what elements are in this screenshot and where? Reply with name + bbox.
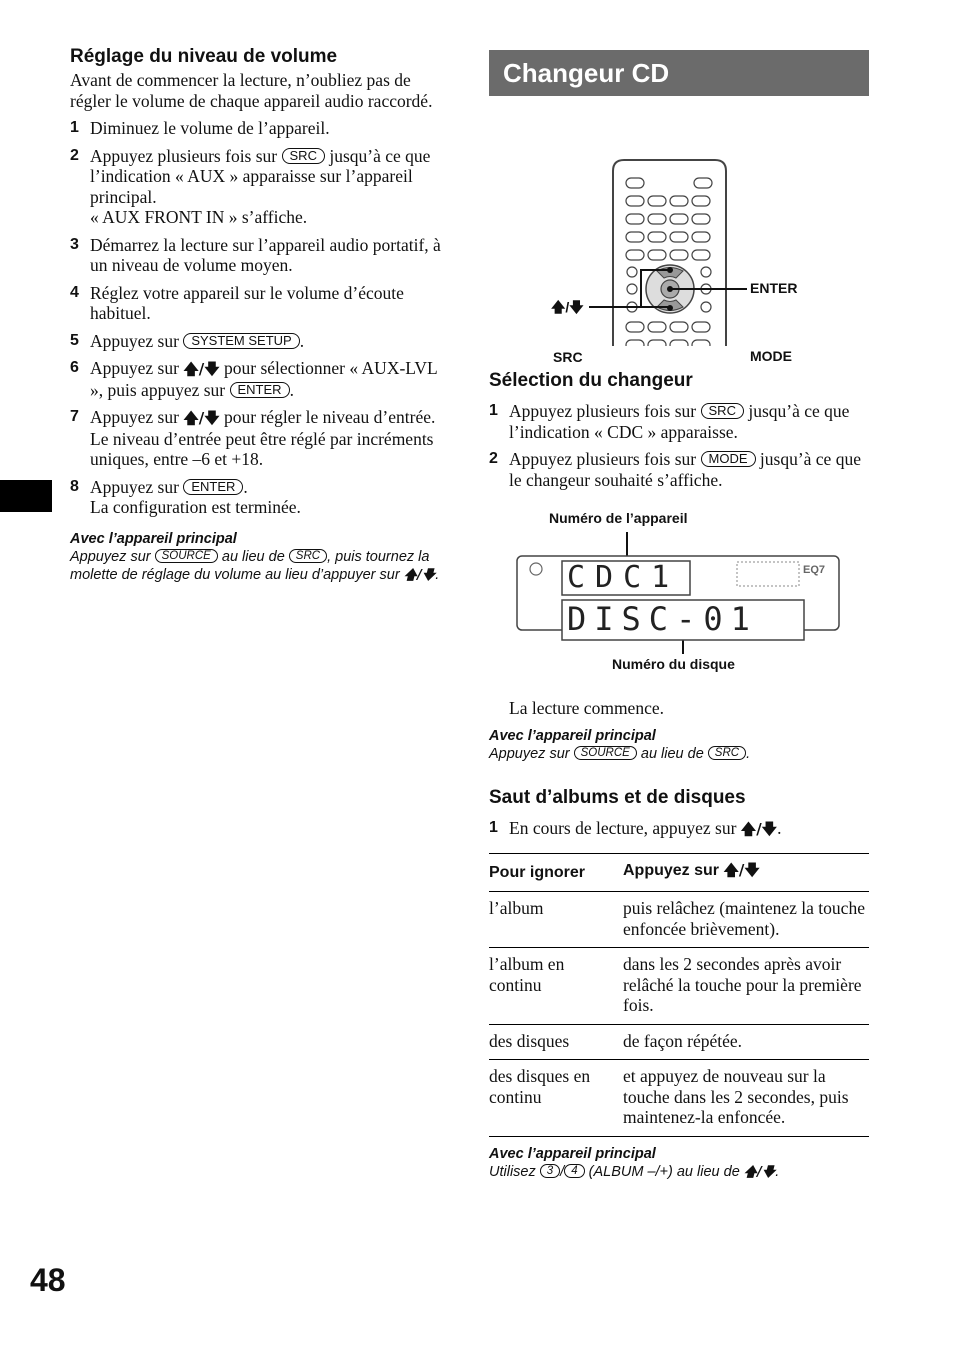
page-number: 48 (30, 1262, 66, 1298)
up-down-arrows-icon: 🡅/🡇 (743, 1164, 776, 1180)
unit-number-label: Numéro de l’appareil (549, 510, 688, 526)
remote-enter-label: ENTER (750, 280, 798, 296)
main-unit-note-2: Avec l’appareil principal Appuyez sur SOURCE au lieu de SRC . (489, 727, 751, 762)
display-figure (489, 504, 869, 698)
table-header-row (489, 854, 869, 892)
skip-table (489, 853, 869, 1137)
play-starts-text: La lecture commence. (509, 698, 664, 718)
up-down-arrows-icon: 🡅/🡇 (183, 360, 220, 378)
volume-intro: Avant de commencer la lecture, n’oubliez pas de régler le volume de chaque appareil audio raccordé. (70, 70, 433, 111)
up-down-arrows-icon: 🡅/🡇 (183, 409, 220, 427)
enter-key: ENTER (183, 479, 243, 495)
sel-step-1: 1 Appuyez plusieurs fois sur SRC jusqu’à ce que l’indication « CDC » apparaisse. (489, 401, 850, 442)
display-top-text: CDC1 (567, 560, 680, 595)
step-1: 1 Diminuez le volume de l’appareil. (70, 118, 330, 138)
table-header-press: Appuyez sur 🡅/🡇 (623, 854, 869, 892)
table-row: des disques de façon répétée. (489, 1024, 869, 1060)
step-5: 5 Appuyez sur SYSTEM SETUP . (70, 330, 305, 351)
step-4: 4 Réglez votre appareil sur le volume d’écoute habituel. (70, 282, 404, 323)
src-key: SRC (282, 148, 325, 164)
right-column (489, 50, 869, 1182)
skip-steps (489, 818, 869, 840)
remote-mode-label: MODE (750, 348, 792, 364)
album-plus-key: 4 (564, 1164, 584, 1178)
step-7: 7 Appuyez sur 🡅/🡇 pour régler le niveau d’entrée. Le niveau d’entrée peut être réglé par incréments uniques, entre –6 et +18. (70, 407, 436, 469)
remote-arrows-label: 🡅/🡇 (551, 299, 584, 315)
system-setup-key: SYSTEM SETUP (183, 333, 299, 349)
source-key: SOURCE (155, 549, 218, 563)
step-6: 6 Appuyez sur 🡅/🡇 pour sélectionner « AUX-LVL », puis appuyez sur ENTER . (70, 358, 438, 400)
mode-key: MODE (701, 451, 756, 467)
table-row: des disques en continu et appuyez de nouveau sur la touche dans les 2 secondes, puis maintenez-la enfoncée. (489, 1060, 869, 1137)
step-3: 3 Démarrez la lecture sur l’appareil audio portatif, à un niveau de volume moyen. (70, 234, 441, 275)
skip-step-1: 1 En cours de lecture, appuyez sur 🡅/🡇. (489, 817, 782, 838)
section-tab (0, 480, 52, 512)
volume-heading: Réglage du niveau de volume (70, 46, 338, 67)
volume-steps (70, 118, 450, 518)
table-header-skip: Pour ignorer (489, 854, 623, 892)
up-down-arrows-icon: 🡅/🡇 (740, 819, 778, 838)
disc-number-label: Numéro du disque (612, 656, 735, 672)
up-down-arrows-icon: 🡅/🡇 (403, 567, 436, 583)
step-2: 2 Appuyez plusieurs fois sur SRC jusqu’à ce que l’indication « AUX » apparaisse sur l’appareil principal. « AUX FRONT IN » s’affiche. (70, 145, 431, 227)
up-down-arrows-icon: 🡅/🡇 (723, 861, 760, 879)
main-unit-note-3: Avec l’appareil principal Utilisez 3 / 4 (ALBUM –/+) au lieu de 🡅/🡇. (489, 1145, 780, 1180)
album-minus-key: 3 (540, 1164, 560, 1178)
section-banner: Changeur CD (489, 50, 869, 96)
enter-key: ENTER (230, 382, 290, 398)
src-key: SRC (708, 746, 746, 760)
remote-src-label: SRC (553, 349, 583, 365)
changer-selection-heading: Sélection du changeur (489, 370, 693, 391)
sel-step-2: 2 Appuyez plusieurs fois sur MODE jusqu’à ce que le changeur souhaité s’affiche. (489, 449, 861, 490)
src-key: SRC (701, 403, 744, 419)
source-key: SOURCE (574, 746, 637, 760)
table-row: l’album puis relâchez (maintenez la touche enfoncée brièvement). (489, 892, 869, 948)
left-column (70, 44, 450, 585)
remote-illustration (489, 96, 869, 346)
src-key: SRC (289, 549, 327, 563)
step-8: 8 Appuyez sur ENTER . La configuration est terminée. (70, 476, 301, 517)
remote-figure (489, 96, 869, 365)
table-row: l’album en continu dans les 2 secondes après avoir relâché la touche pour la première fois. (489, 948, 869, 1025)
main-unit-note: Avec l’appareil principal Appuyez sur SOURCE au lieu de SRC , puis tournez la molette de réglage du volume au lieu d’appuyer sur 🡅/🡇. (70, 530, 440, 583)
skip-heading: Saut d’albums et de disques (489, 786, 746, 808)
eq-indicator: EQ7 (803, 564, 826, 576)
display-bottom-text: DISC-01 (567, 600, 758, 638)
changer-steps (489, 401, 869, 490)
